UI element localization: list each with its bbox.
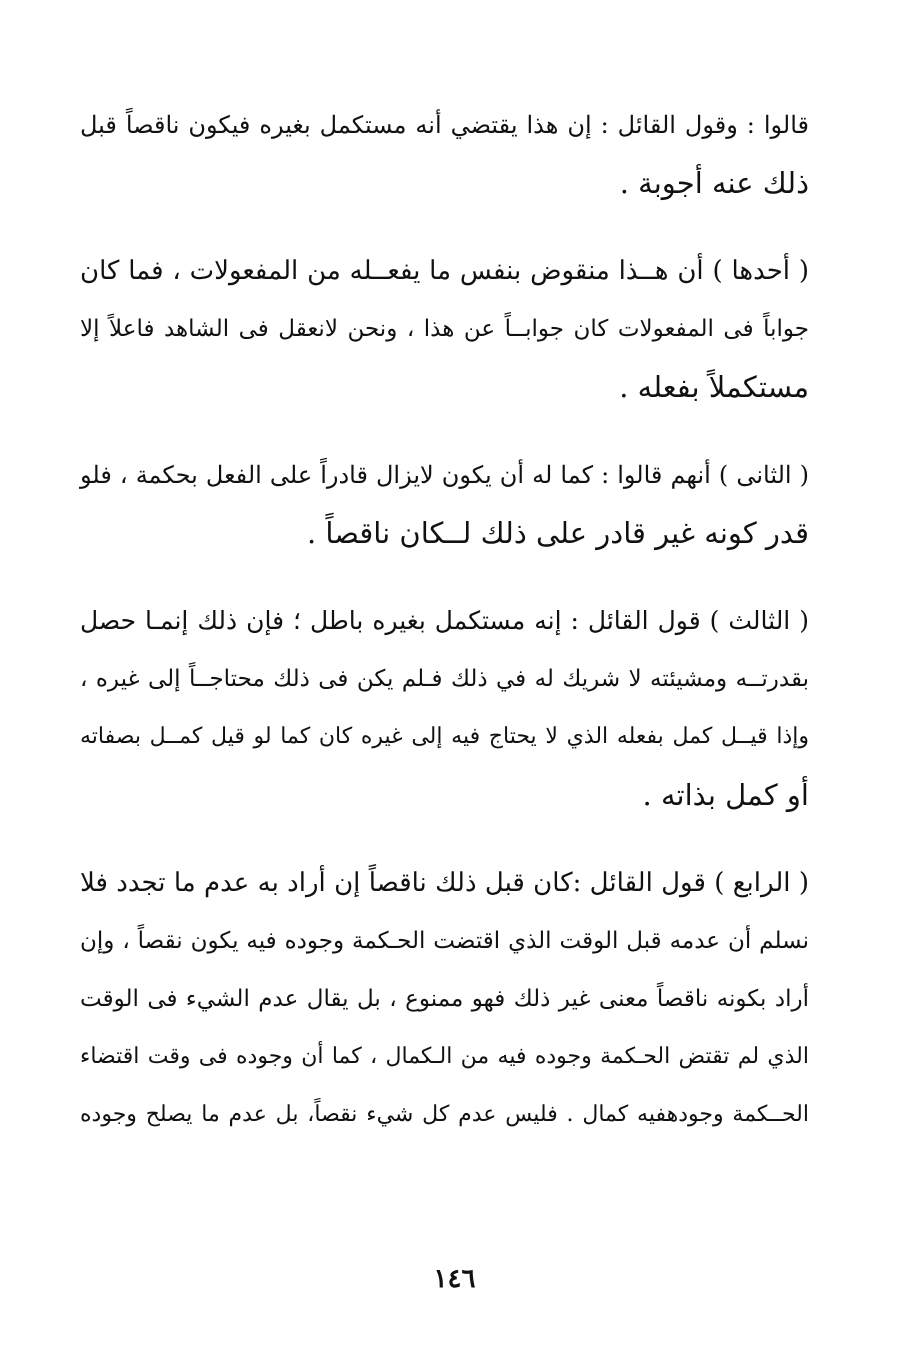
text-line: الذي لم تقتض الحـكمة وجوده فيه من الـكمال ، كما أن وجوده فى وقت اقتضاء	[80, 1044, 809, 1069]
paragraph-3	[80, 446, 809, 562]
text-line: مستكملاً بفعله .	[619, 370, 809, 404]
text-line: نسلم أن عدمه قبل الوقت الذي اقتضت الحـكمة وجوده فيه يكون نقصاً ، وإن	[80, 928, 809, 954]
text-line: ( الثانى ) أنهم قالوا : كما له أن يكون لايزال قادراً على الفعل بحكمة ، فلو	[80, 461, 809, 489]
text-line: بقدرتــه ومشيئته لا شريك له في ذلك فـلم يكن فى ذلك محتاجــاً إلى غيره ،	[80, 666, 809, 692]
text-line: قالوا : وقول القائل : إن هذا يقتضي أنه مستكمل بغيره فيكون ناقصاً قبل	[80, 111, 809, 139]
text-line: ذلك عنه أجوبة .	[619, 166, 809, 200]
paragraph-1	[80, 96, 809, 212]
text-line: الحــكمة وجودهفيه كمال . فليس عدم كل شيء نقصاً، بل عدم ما يصلح وجوده	[80, 1102, 809, 1127]
page-number: ١٤٦	[433, 1264, 476, 1294]
paragraph-4	[80, 592, 809, 824]
text-line: ( أحدها ) أن هــذا منقوض بنفس ما يفعــله من المفعولات ، فما كان	[80, 256, 809, 286]
text-line: وإذا قيــل كمل بفعله الذي لا يحتاج فيه إلى غيره كان كما لو قيل كمــل بصفاته	[80, 724, 809, 749]
paragraph-5	[80, 854, 809, 1144]
text-line: ( الرابع ) قول القائل :كان قبل ذلك ناقصاً إن أراد به عدم ما تجدد فلا	[80, 868, 809, 898]
paragraph-2	[80, 242, 809, 416]
text-line: جواباً فى المفعولات كان جوابــاً عن هذا ، ونحن لانعقل فى الشاهد فاعلاً إلا	[80, 316, 809, 342]
text-line: ( الثالث ) قول القائل : إنه مستكمل بغيره باطل ؛ فإن ذلك إنمـا حصل	[80, 606, 809, 635]
text-line: قدر كونه غير قادر على ذلك لــكان ناقصاً .	[307, 516, 809, 550]
text-line: أراد بكونه ناقصاً معنى غير ذلك فهو ممنوع ، بل يقال عدم الشيء فى الوقت	[80, 986, 809, 1012]
body-text	[80, 96, 809, 1144]
text-line: أو كمل بذاته .	[642, 778, 809, 812]
